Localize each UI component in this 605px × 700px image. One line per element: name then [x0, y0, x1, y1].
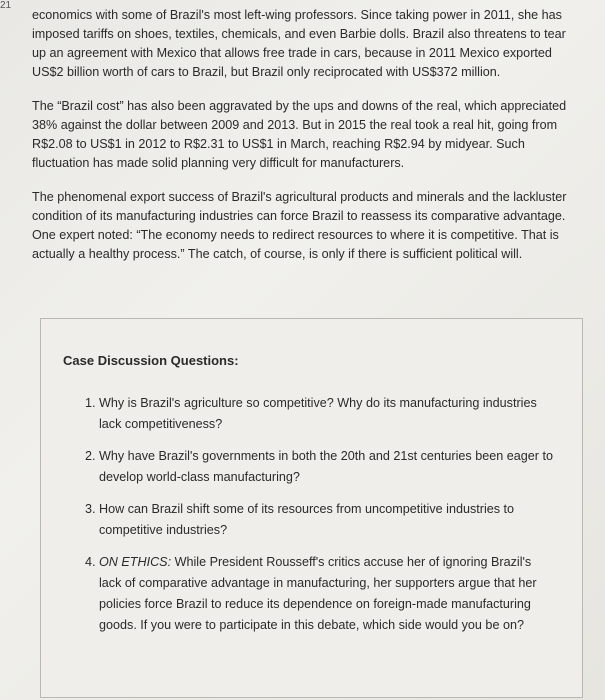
question-text [99, 552, 555, 636]
page-number: 21 [0, 0, 12, 11]
question-number: 1. [85, 396, 96, 410]
case-title: Case Discussion Questions: [63, 353, 239, 368]
case-discussion-box [40, 318, 583, 698]
question-item [85, 393, 555, 435]
question-list [85, 393, 555, 647]
body-text [32, 6, 577, 279]
question-item [85, 499, 555, 541]
question-text: How can Brazil shift some of its resources from uncompetitive industries to competitive industries? [99, 502, 515, 537]
question-number: 4. [85, 555, 96, 569]
question-text: Why have Brazil's governments in both the 20th and 21st centuries been eager to develop world-class manufacturing? [99, 449, 553, 484]
question-number: 2. [85, 449, 96, 463]
question-number: 3. [85, 502, 96, 516]
paragraph-2: The “Brazil cost” has also been aggravated by the ups and downs of the real, which appreciated 38% against the dollar between 2009 and 2013. But in 2015 the real took a real hit, going from R$2.08 to US$1 in 2012 to R$2.31 to US$1 in March, reaching R$2.94 by midyear. Such fluctuation has made solid planning very difficult for manufacturers. [32, 99, 567, 170]
question-text: Why is Brazil's agriculture so competitive? Why do its manufacturing industries lack competitiveness? [99, 396, 537, 431]
question-item [85, 552, 555, 636]
question-text-body: While President Rousseff's critics accuse her of ignoring Brazil's lack of comparative advantage in manufacturing, her supporters argue that her policies force Brazil to reduce its dependence on foreign-made manufacturing goods. If you were to participate in this debate, which side would you be on? [99, 555, 537, 632]
ethics-label: ON ETHICS: [99, 555, 172, 569]
paragraph-1: economics with some of Brazil's most left-wing professors. Since taking power in 2011, she has imposed tariffs on shoes, textiles, chemicals, and even Barbie dolls. Brazil also threatens to tear up an agreement with Mexico that allows free trade in cars, because in 2011 Mexico exported US$2 billion worth of cars to Brazil, but Brazil only reciprocated with US$372 million. [32, 8, 566, 79]
paragraph-3: The phenomenal export success of Brazil's agricultural products and minerals and the lackluster condition of its manufacturing industries can force Brazil to reassess its comparative advantage. One expert noted: “The economy needs to redirect resources to where it is competitive. That is actually a healthy process.” The catch, of course, is only if there is sufficient political will. [32, 190, 567, 261]
question-item [85, 446, 555, 488]
